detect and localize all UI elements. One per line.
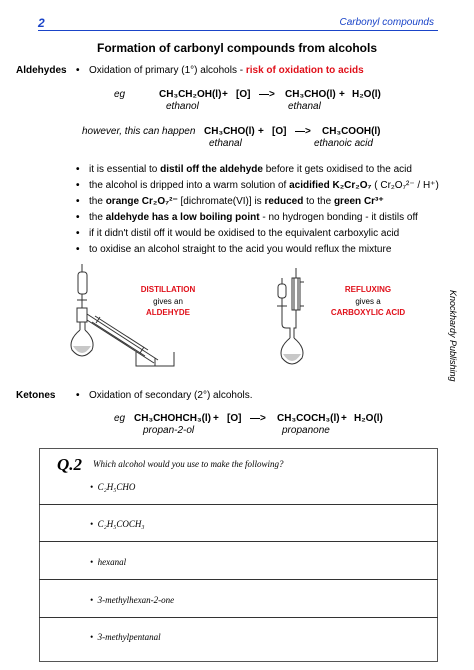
bullet-dichromate: • the orange Cr₂O₇²⁻ [dichromate(VI)] is reduced to the green Cr³⁺	[89, 196, 384, 207]
refluxing-sub: gives a	[355, 297, 381, 306]
bullet-oxidised: • if it didn't distil off it would be oxidised to the equivalent carboxylic acid	[89, 228, 399, 239]
section-label-ketones: Ketones	[16, 390, 56, 401]
ketone-eq-plus-2: +	[341, 413, 347, 424]
aldehydes-intro: • Oxidation of primary (1°) alcohols - risk of oxidation to acids	[89, 65, 364, 76]
refluxing-label: REFLUXING	[344, 285, 392, 294]
eq2-oxidant: [O]	[272, 126, 287, 137]
bullet-reflux: • to oxidise an alcohol straight to the acid you would reflux the mixture	[89, 244, 391, 255]
bullet-boiling: • the aldehyde has a low boiling point - no hydrogen bonding - it distils off	[89, 212, 418, 223]
eq1-oxidant: [O]	[236, 89, 251, 100]
eq1-product-name: ethanal	[288, 101, 321, 112]
eq2-reactant-name: ethanal	[209, 138, 242, 149]
ketone-eq-oxidant: [O]	[227, 413, 242, 424]
refluxing-product: CARBOXYLIC ACID	[330, 308, 406, 317]
eq2-product: CH₃COOH(l)	[322, 126, 381, 137]
distillation-product: ALDEHYDE	[145, 308, 190, 317]
ketone-eq-product-name: propanone	[282, 425, 330, 436]
distillation-apparatus-diagram	[60, 262, 200, 372]
answer-line	[39, 541, 438, 542]
question-number: Q.2	[57, 455, 83, 474]
answer-line	[39, 504, 438, 505]
ketone-eq-reactant: CH₃CHOHCH₃(l)	[134, 413, 212, 424]
bullet-distil: • it is essential to distil off the aldehyde before it gets oxidised to the acid	[89, 164, 412, 175]
distillation-sub: gives an	[153, 297, 183, 306]
page-title: Formation of carbonyl compounds from alcohols	[96, 41, 378, 55]
section-label-aldehydes: Aldehydes	[16, 65, 67, 76]
eq1-water: H₂O(l)	[352, 89, 381, 100]
distillation-label: DISTILLATION	[140, 285, 196, 294]
ketone-eq-product: CH₃COCH₃(l)	[277, 413, 340, 424]
ketone-eq-water: H₂O(l)	[354, 413, 383, 424]
eq2-plus: +	[258, 126, 264, 137]
eq1-product: CH₃CHO(l)	[285, 89, 336, 100]
header-rule	[38, 30, 438, 31]
question-item: • C₂H₅CHO	[90, 482, 136, 492]
bullet-acidified: • the alcohol is dripped into a warm solution of acidified K₂Cr₂O₇ ( Cr₂O₇²⁻ / H⁺)	[89, 180, 439, 191]
ketone-eq-plus: +	[213, 413, 219, 424]
answer-line	[39, 579, 438, 580]
header-title: Carbonyl compounds	[339, 17, 434, 28]
ketones-intro: • Oxidation of secondary (2°) alcohols.	[89, 390, 253, 401]
reflux-apparatus-diagram	[272, 264, 322, 374]
oxidation-warning: risk of oxidation to acids	[245, 65, 364, 76]
question-item: • hexanal	[90, 557, 127, 567]
eq2-reactant: CH₃CHO(l)	[204, 126, 255, 137]
eq1-arrow: —>	[259, 89, 275, 100]
eq2-product-name: ethanoic acid	[314, 138, 373, 149]
eq1-reactant: CH₃CH₂OH(l)	[159, 89, 222, 100]
ketone-eq-reactant-name: propan-2-ol	[143, 425, 195, 436]
answer-line	[39, 617, 438, 618]
question-box	[39, 448, 438, 662]
eq1-plus: +	[222, 89, 228, 100]
eq1-eg: eg	[114, 89, 126, 100]
eq2-arrow: —>	[295, 126, 311, 137]
question-item: • 3-methylpentanal	[90, 632, 161, 642]
question-prompt: Which alcohol would you use to make the following?	[93, 459, 284, 469]
ketone-eq-eg: eg	[114, 413, 126, 424]
eq1-plus-2: +	[339, 89, 345, 100]
eq1-reactant-name: ethanol	[166, 101, 199, 112]
question-item: • 3-methylhexan-2-one	[90, 595, 175, 605]
eq2-lead: however, this can happen	[82, 126, 196, 137]
question-item: • C₂H₅COCH₃	[90, 519, 145, 529]
page-number: 2	[38, 16, 45, 30]
ketone-eq-arrow: —>	[250, 413, 266, 424]
